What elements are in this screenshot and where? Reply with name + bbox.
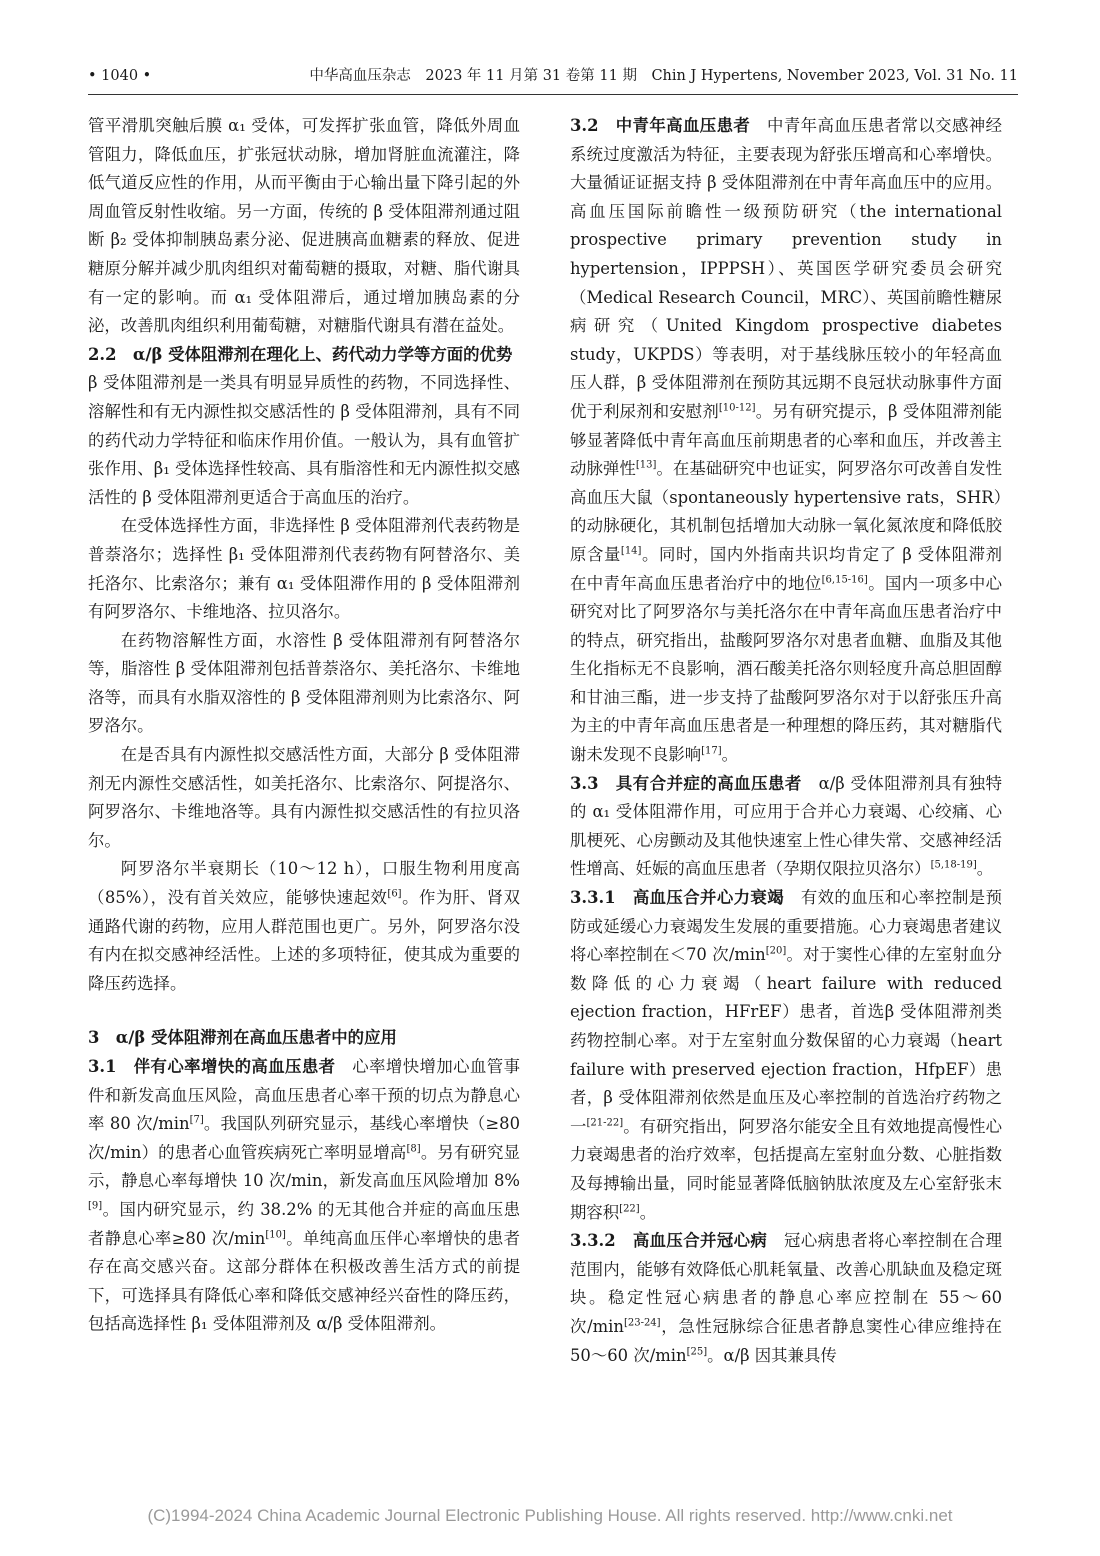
section-heading: 2.2 α/β 受体阻滞剂在理化上、药代动力学等方面的优势 xyxy=(88,344,513,364)
citation[interactable]: [14] xyxy=(620,545,642,557)
citation[interactable]: [20] xyxy=(765,945,787,957)
section-heading: 3.3.2 高血压合并冠心病 xyxy=(570,1231,768,1251)
paragraph: 在受体选择性方面，非选择性 β 受体阻滞剂代表药物是普萘洛尔；选择性 β₁ 受体阻滞剂代表药物有阿替洛尔、美托洛尔、比索洛尔；兼有 α₁ 受体阻滞作用的 β 受体阻滞剂有阿罗洛尔、卡维地洛、拉贝洛尔。 xyxy=(88,516,520,622)
section-2-2: 2.2 α/β 受体阻滞剂在理化上、药代动力学等方面的优势 β 受体阻滞剂是一类具有明显异质性的药物，不同选择性、溶解性和有无内源性拟交感活性的 β 受体阻滞剂，具有不同的药代动力学特征和临床作用价值。一般认为，具有血管扩张作用、β₁ 受体选择性较高、具有脂溶性和无内源性拟交感活性的 β 受体阻滞剂更适合于高血压的治疗。 xyxy=(88,344,529,507)
citation[interactable]: [9] xyxy=(88,1200,103,1212)
paragraph: 在药物溶解性方面，水溶性 β 受体阻滞剂有阿替洛尔等，脂溶性 β 受体阻滞剂包括普萘洛尔、美托洛尔、卡维地洛等，而具有水脂双溶性的 β 受体阻滞剂则为比索洛尔、阿罗洛尔。 xyxy=(88,630,520,736)
section-3-3-1: 3.3.1 高血压合并心力衰竭 有效的血压和心率控制是预防或延缓心力衰竭发生发展的重要措施。心力衰竭患者建议将心率控制在＜70 次/min[20]。对于窦性心律的左室射血分数降低的心力衰竭（heart failure with reduced ejection fraction，HFrEF）患者，首选β 受体阻滞剂类药物控制心率。对于左室射血分数保留的心力衰竭（heart failure with preserved ejection fraction，HfpEF）患者，β 受体阻滞剂依然是血压及心率控制的首选治疗药物之一[21-22]。有研究指出，阿罗洛尔能安全且有效地提高慢性心力衰竭患者的治疗效率，包括提高左室射血分数、心脏指数及每搏输出量，同时能显著降低脑钠肽浓度及左心室舒张末期容积[22]。 xyxy=(570,888,1003,1222)
citation[interactable]: [5,18-19] xyxy=(930,859,977,871)
section-3-2: 3.2 中青年高血压患者 中青年高血压患者常以交感神经系统过度激活为特征，主要表现为舒张压增高和心率增快。大量循证证据支持 β 受体阻滞剂在中青年高血压中的应用。高血压国际前瞻性一级预防研究（the international prospective primary prevention study in hypertension，IPPPSH）、英国医学研究委员会研究（Medical Research Council，MRC）、英国前瞻性糖尿病研究（United Kingdom prospective diabetes study，UKPDS）等表明，对于基线脉压较小的年轻高血压人群，β 受体阻滞剂在预防其远期不良冠状动脉事件方面优于利尿剂和安慰剂[10-12]。另有研究提示，β 受体阻滞剂能够显著降低中青年高血压前期患者的心率和血压，并改善主动脉弹性[13]。在基础研究中也证实，阿罗洛尔可改善自发性高血压大鼠（spontaneously hypertensive rats，SHR）的动脉硬化，其机制包括增加大动脉一氧化氮浓度和降低胶原含量[14]。同时，国内外指南共识均肯定了 β 受体阻滞剂在中青年高血压患者治疗中的地位[6,15-16]。国内一项多中心研究对比了阿罗洛尔与美托洛尔在中青年高血压患者治疗中的特点，研究指出，盐酸阿罗洛尔对患者血糖、血脂及其他生化指标无不良影响，酒石酸美托洛尔则轻度升高总胆固醇和甘油三酯，进一步支持了盐酸阿罗洛尔对于以舒张压升高为主的中青年高血压患者是一种理想的降压药，其对糖脂代谢未发现不良影响[17]。 xyxy=(570,116,1003,765)
citation[interactable]: [10] xyxy=(265,1229,286,1241)
citation[interactable]: [22] xyxy=(619,1203,640,1215)
section-heading: 3.3.1 高血压合并心力衰竭 xyxy=(570,888,785,908)
page-number: • 1040 • xyxy=(88,68,152,84)
paragraph: 阿罗洛尔半衰期长（10～12 h），口服生物利用度高（85%），没有首关效应，能够快速起效[6]。作为肝、肾双通路代谢的药物，应用人群范围也更广。另外，阿罗洛尔没有内在拟交感神经活性。上述的多项特征，使其成为重要的降压药选择。 xyxy=(88,859,521,993)
citation[interactable]: [21-22] xyxy=(586,1117,624,1129)
journal-info: 中华高血压杂志 2023 年 11 月第 31 卷第 11 期 Chin J Hypertens, November 2023, Vol. 31 No. 11 xyxy=(309,68,1018,84)
right-column xyxy=(570,112,1002,1370)
section-heading: 3.1 伴有心率增快的高血压患者 xyxy=(88,1057,336,1076)
section-heading: 3.2 中青年高血压患者 xyxy=(570,116,751,135)
section-3-1: 3.1 伴有心率增快的高血压患者 心率增快增加心血管事件和新发高血压风险，高血压患者心率干预的切点为静息心率 80 次/min[7]。我国队列研究显示，基线心率增快（≥80 次/min）的患者心血管疾病死亡率明显增高[8]。另有研究显示，静息心率每增快 10 次/min，新发高血压风险增加 8%[9]。国内研究显示，约 38.2% 的无其他合并症的高血压患者静息心率≥80 次/min[10]。单纯高血压伴心率增快的患者存在高交感兴奋。这部分群体在积极改善生活方式的前提下，可选择具有降低心率和降低交感神经兴奋性的降压药，包括高选择性 β₁ 受体阻滞剂及 α/β 受体阻滞剂。 xyxy=(88,1057,521,1334)
citation[interactable]: [10-12] xyxy=(718,402,756,414)
running-header xyxy=(88,62,1018,90)
paragraph: 在是否具有内源性拟交感活性方面，大部分 β 受体阻滞剂无内源性交感活性，如美托洛尔、比索洛尔、阿提洛尔、阿罗洛尔、卡维地洛等。具有内源性拟交感活性的有拉贝洛尔。 xyxy=(88,745,520,850)
section-3-3-2: 3.3.2 高血压合并冠心病 冠心病患者将心率控制在合理范围内，能够有效降低心肌耗氧量、改善心肌缺血及稳定斑块。稳定性冠心病患者的静息心率应控制在 55～60 次/min[23-24]，急性冠脉综合征患者静息窦性心律应维持在 50～60 次/min[25]。α/β 因其兼具传 xyxy=(570,1231,1002,1365)
section-3-3: 3.3 具有合并症的高血压患者 α/β 受体阻滞剂具有独特的 α₁ 受体阻滞作用，可应用于合并心力衰竭、心绞痛、心肌梗死、心房颤动及其他快速室上性心律失常、交感神经活性增高、妊娠的高血压患者（孕期仅限拉贝洛尔）[5,18-19]。 xyxy=(570,773,1002,879)
section-heading: 3.3 具有合并症的高血压患者 xyxy=(570,773,802,793)
paragraph: 管平滑肌突触后膜 α₁ 受体，可发挥扩张血管，降低外周血管阻力，降低血压，扩张冠状动脉，增加肾脏血流灌注，降低气道反应性的作用，从而平衡由于心输出量下降引起的外周血管反射性收缩。另一方面，传统的 β 受体阻滞剂通过阻断 β₂ 受体抑制胰岛素分泌、促进胰高血糖素的释放、促进糖原分解并减少肌肉组织对葡萄糖的摄取，对糖、脂代谢具有一定的影响。而 α₁ 受体阻滞后，通过增加胰岛素的分泌，改善肌肉组织利用葡萄糖，对糖脂代谢具有潜在益处。 xyxy=(88,116,520,336)
citation[interactable]: [23-24] xyxy=(623,1317,661,1329)
copyright-footer: (C)1994-2024 China Academic Journal Electronic Publishing House. All rights reserved. http://www.cnki.net xyxy=(147,1506,953,1525)
citation[interactable]: [6] xyxy=(387,888,402,900)
citation[interactable]: [25] xyxy=(686,1346,708,1358)
citation[interactable]: [17] xyxy=(701,745,722,757)
citation[interactable]: [6,15-16] xyxy=(821,574,868,586)
citation[interactable]: [8] xyxy=(406,1143,421,1155)
citation[interactable]: [7] xyxy=(189,1114,204,1126)
header-rule xyxy=(88,94,1018,95)
left-column xyxy=(88,112,529,1339)
citation[interactable]: [13] xyxy=(635,459,657,471)
section-3-heading: 3 α/β 受体阻滞剂在高血压患者中的应用 xyxy=(88,1028,397,1048)
